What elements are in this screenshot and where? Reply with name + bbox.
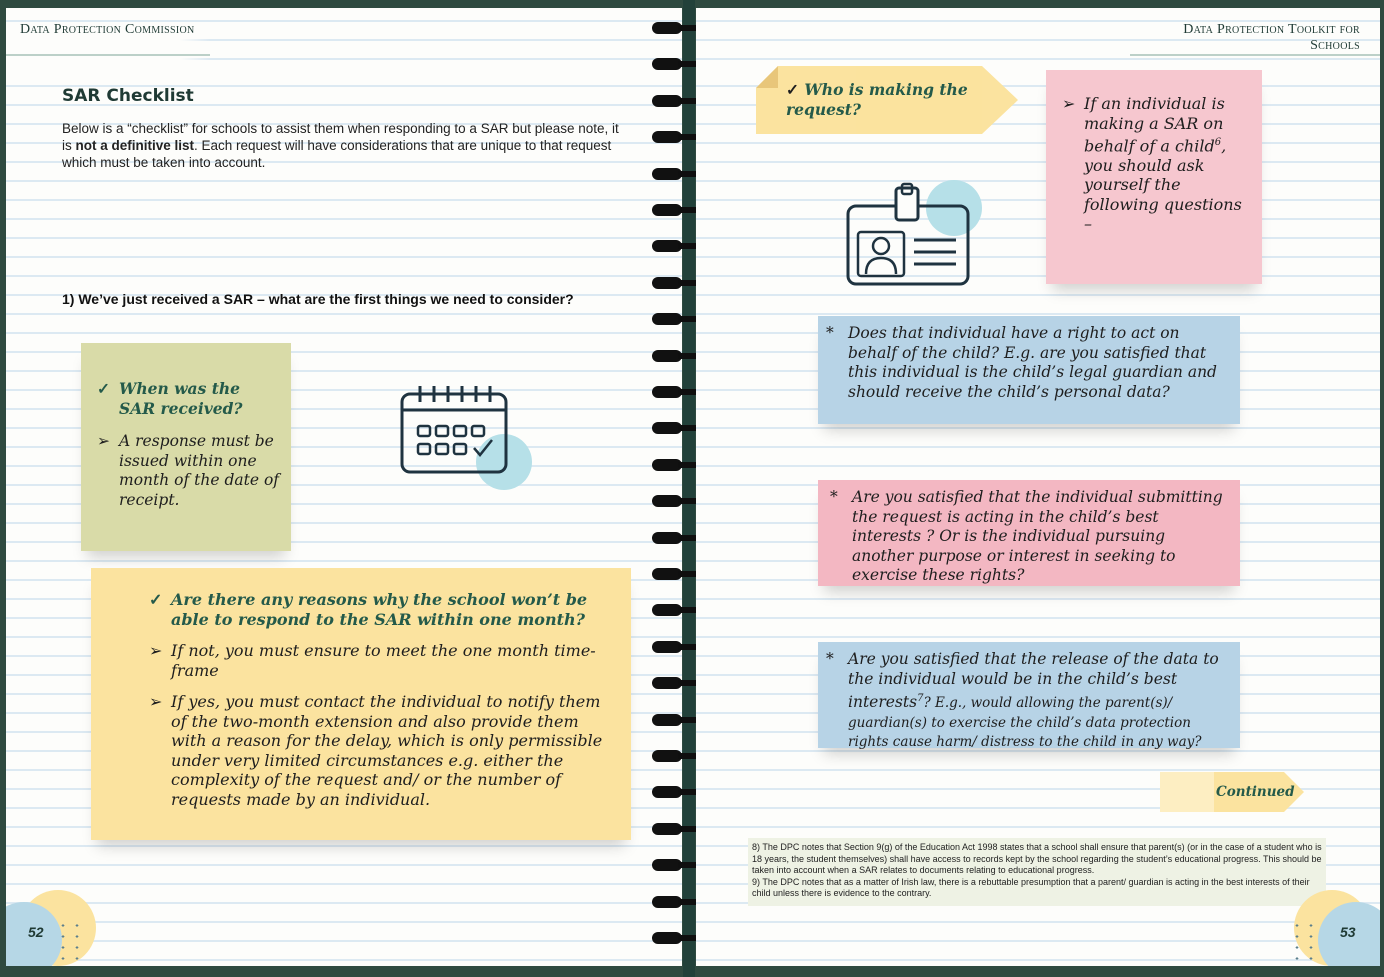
tag-text <box>786 80 1018 119</box>
page-number: 52 <box>28 924 44 940</box>
bullet-item <box>149 641 607 680</box>
asterisk-bullet-icon: * <box>826 324 834 342</box>
bullet-item <box>149 692 607 809</box>
header-rule <box>6 54 210 56</box>
asterisk-bullet-icon: * <box>826 650 834 668</box>
question-item <box>830 488 1226 586</box>
check-icon: ✓ <box>149 590 163 609</box>
intro-text-a: Below is a “checklist” for schools to assist them when responding to a SAR but please note, it is <box>62 121 619 153</box>
calendar-check-icon <box>398 380 538 490</box>
asterisk-bullet-icon: * <box>830 488 838 506</box>
left-page-header <box>6 22 210 62</box>
left-header-text: Data Protection Commission <box>20 22 195 37</box>
left-page <box>6 8 682 966</box>
question-text: Are you satisfied that the individual submitting the request is acting in the child’s best interests ? Or is the individual pursuing another purpose or interest in seeking to exercise these rights? <box>852 488 1223 584</box>
check-icon: ✓ <box>786 80 805 99</box>
footnote-9: 9) The DPC notes that as a matter of Irish law, there is a rebuttable presumption that a parent/ guardian is acting in the best interests of their child unless there is evidence to the contrary. <box>752 876 1310 898</box>
tag-label: Who is making the request? <box>786 80 968 119</box>
arrow-bullet-icon: ➢ <box>149 692 163 711</box>
sticky-note-yellow <box>91 568 631 840</box>
bullet-text: If yes, you must contact the individual to notify them of the two-month extension and also provide them with a reason for the delay, which is only permissible under very limited circumstances e.g. either the complexity of the request and/ or the number of requests made by an individual. <box>171 692 603 809</box>
bullet-text: If an individual is making a SAR on behalf of a child <box>1084 94 1225 156</box>
page-number: 53 <box>1340 924 1356 940</box>
right-page <box>696 8 1380 966</box>
right-header-text: Data Protection Toolkit for Schools <box>1183 22 1360 53</box>
page-title: SAR Checklist <box>62 86 194 106</box>
intro-paragraph <box>62 120 622 171</box>
arrow-bullet-icon: ➢ <box>149 641 163 660</box>
checklist-item <box>149 590 607 629</box>
footnotes <box>748 838 1326 906</box>
bullet-text: A response must be issued within one month of the date of receipt. <box>119 432 280 509</box>
footnote-8: 8) The DPC notes that Section 9(g) of the Education Act 1998 states that a school shall ensure that parent(s) (or in the case of a student who is 18 years, the student themselves) shall have access to records kept by the school regarding the student’s educational progress. This should be taken into account when a SAR relates to documents relating to educational progress. <box>752 842 1322 875</box>
question-text: Are you satisfied that the release of the data to the individual would be in the child’s best interests <box>848 650 1219 712</box>
checklist-text: When was the SAR received? <box>119 379 243 418</box>
continued-label: Continued <box>1216 784 1295 800</box>
dot-pattern <box>56 920 86 960</box>
header-rule <box>1130 54 1380 56</box>
question-item <box>826 650 1226 752</box>
question-text-cont: ? E.g., would allowing the parent(s)/ guardian(s) to exercise the child’s data protection rights cause harm/ distress to the child in any way? <box>848 695 1202 751</box>
checklist-text: Are there any reasons why the school won’t be able to respond to the SAR within one month? <box>171 590 588 629</box>
check-icon: ✓ <box>97 379 110 398</box>
question-text: Does that individual have a right to act on behalf of the child? E.g. are you satisfied that this individual is the child’s legal guardian and should receive the child’s personal data? <box>848 324 1217 401</box>
intro-text-b: . Each request will have considerations that are unique to that request which must be taken into account. <box>62 138 612 170</box>
page-number-badge-right <box>1288 900 1380 966</box>
footnote-ref: 7 <box>917 693 924 704</box>
sticky-note-green <box>81 343 291 551</box>
question-note-blue-2 <box>818 642 1240 751</box>
bullet-item <box>1062 94 1248 234</box>
checklist-item <box>97 379 281 418</box>
question-item <box>826 324 1226 402</box>
sticky-note-pink <box>1046 70 1262 284</box>
question-note-pink <box>818 480 1240 586</box>
id-card-icon <box>844 180 994 300</box>
bullet-text-cont: , you should ask yourself the following questions – <box>1084 136 1242 234</box>
right-page-header <box>1130 22 1380 62</box>
question-note-blue-1 <box>818 316 1240 424</box>
intro-bold-text: not a definitive list <box>75 138 195 153</box>
bullet-item <box>97 432 281 510</box>
bullet-text: If not, you must ensure to meet the one month time-frame <box>171 641 596 680</box>
arrow-bullet-icon: ➢ <box>97 432 110 450</box>
footnote-ref: 6 <box>1214 137 1222 148</box>
arrow-bullet-icon: ➢ <box>1062 94 1076 113</box>
section-question: 1) We’ve just received a SAR – what are the first things we need to consider? <box>62 291 574 307</box>
continued-tag <box>1160 772 1304 812</box>
dot-pattern <box>1290 920 1320 960</box>
page-number-badge-left <box>6 900 98 966</box>
who-is-making-request-tag <box>756 66 1018 134</box>
